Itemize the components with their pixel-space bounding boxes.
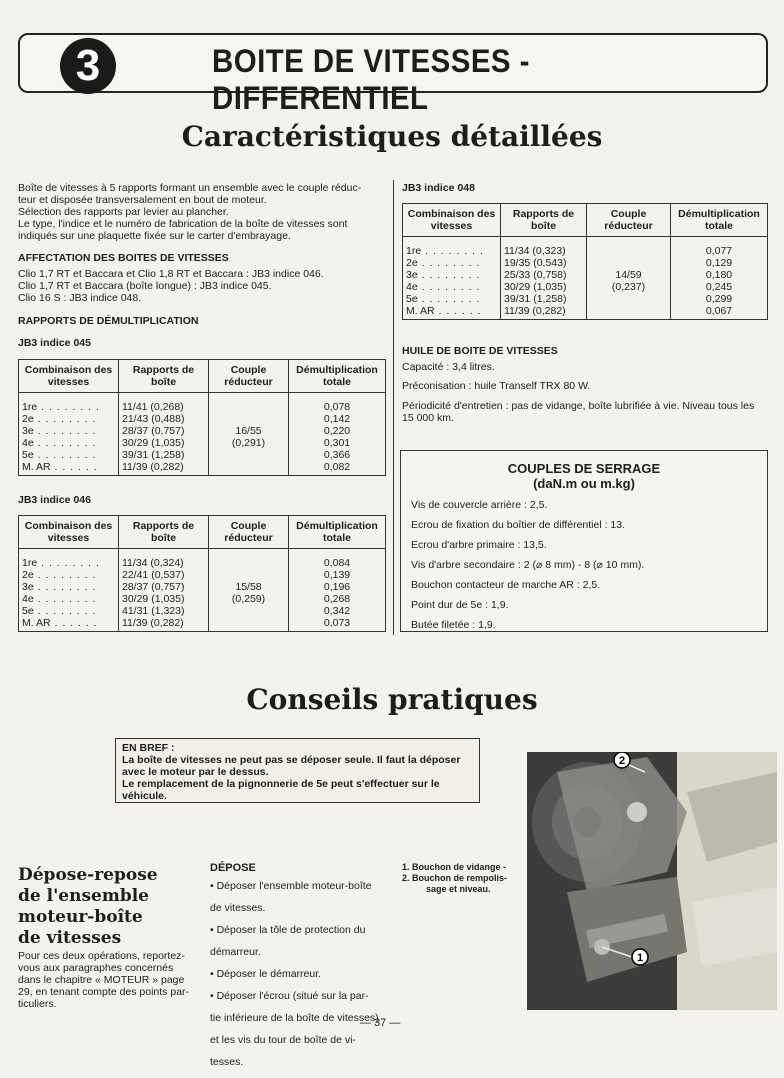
depose-repose-title-line: de l'ensemble xyxy=(18,886,149,906)
rapport-value: 30/29 (1,035) xyxy=(122,593,185,605)
demult-value: 0,082 xyxy=(323,461,351,473)
demult-value: 0,067 xyxy=(705,305,733,317)
section-title-caracteristiques: Caractéristiques détaillées xyxy=(181,120,603,153)
col-couple: Couple réducteur xyxy=(587,204,671,237)
rapport-value: 30/29 (1,035) xyxy=(122,437,185,449)
demult-value: 0,073 xyxy=(323,617,351,629)
depose-step-line: • Déposer l'écrou (situé sur la par- xyxy=(210,990,369,1002)
col-demult: Démultiplication totale xyxy=(289,360,386,393)
couple-cell xyxy=(209,393,289,476)
rapport-value: 28/37 (0,757) xyxy=(122,425,185,437)
depose-repose-line: dans le chapitre « MOTEUR » page xyxy=(18,974,185,986)
rapport-value: 39/31 (1,258) xyxy=(504,293,567,305)
caption-line: 2. Bouchon de rempolis- xyxy=(402,873,508,883)
affectation-line: Clio 1,7 RT et Baccara et Clio 1,8 RT et Baccara : JB3 indice 046. xyxy=(18,268,324,280)
gear-table-046 xyxy=(18,515,386,632)
huile-periodicite xyxy=(402,400,770,424)
couples-serrage-list xyxy=(401,491,767,631)
huile-preconisation: Préconisation : huile Tranself TRX 80 W. xyxy=(402,380,591,392)
gearbox-photo xyxy=(527,752,777,1010)
couples-serrage-box xyxy=(400,450,768,632)
gear-label: 2e xyxy=(22,569,34,581)
col-rapports: Rapports de boîte xyxy=(501,204,587,237)
gear-label: 3e xyxy=(22,581,34,593)
demult-value: 0,268 xyxy=(323,593,351,605)
depose-repose-line: vous aux paragraphes concernés xyxy=(18,962,174,974)
depose-step-line: tie inférieure de la boîte de vitesses) xyxy=(210,1012,379,1024)
depose-step-line: et les vis du tour de boîte de vi- xyxy=(210,1034,356,1046)
torque-item: Butée filetée : 1,9. xyxy=(411,619,496,631)
gears-cell: 1re . . . . . . . . 2e . . . . . . . . 3e . . . . . . . . 4e . . . . . . . . 5e . . . . . . . . M. AR . . . . . . xyxy=(19,393,119,476)
rapport-value: 39/31 (1,258) xyxy=(122,449,185,461)
depose-step xyxy=(210,924,392,958)
demult-cell xyxy=(289,393,386,476)
gears-cell: 1re . . . . . . . . 2e . . . . . . . . 3e . . . . . . . . 4e . . . . . . . . 5e . . . . . . . . M. AR . . . . . . xyxy=(19,549,119,632)
rapport-value: 11/39 (0,282) xyxy=(504,305,566,317)
gear-label: M. AR xyxy=(22,461,51,473)
gear-label: 5e xyxy=(22,605,34,617)
depose-repose-title-line: Dépose-repose xyxy=(18,865,158,885)
rapport-value: 19/35 (0,543) xyxy=(504,257,567,269)
gear-label: 1re xyxy=(22,401,38,413)
en-bref-line: La boîte de vitesses ne peut pas se déposer seule. Il faut la déposer xyxy=(122,754,461,766)
affectation-line: Clio 1,7 RT et Baccara (boîte longue) : JB3 indice 045. xyxy=(18,280,272,292)
col-combinaison: Combinaison des vitesses xyxy=(403,204,501,237)
gear-table-048 xyxy=(402,203,768,320)
caption-line: 1. Bouchon de vidange - xyxy=(402,862,507,872)
col-combinaison: Combinaison des vitesses xyxy=(19,516,119,549)
huile-periodicite-line: Périodicité d'entretien : pas de vidange, boîte lubrifiée à vie. Niveau tous les xyxy=(402,400,755,412)
table-048-title: JB3 indice 048 xyxy=(402,182,475,194)
en-bref-box xyxy=(115,738,480,803)
gear-label: 5e xyxy=(22,449,34,461)
couple-cell xyxy=(209,549,289,632)
intro-line: Boîte de vitesses à 5 rapports formant un ensemble avec le couple réduc- xyxy=(18,182,362,194)
demult-value: 0,129 xyxy=(705,257,733,269)
couple-value: (0,291) xyxy=(231,437,266,449)
torque-item: Point dur de 5e : 1,9. xyxy=(411,599,509,611)
torque-item: Bouchon contacteur de marche AR : 2,5. xyxy=(411,579,601,591)
gears-cell: 1re . . . . . . . . 2e . . . . . . . . 3e . . . . . . . . 4e . . . . . . . . 5e . . . . . . . . M. AR . . . . . . xyxy=(403,237,501,320)
torque-item: Ecrou de fixation du boîtier de différentiel : 13. xyxy=(411,519,626,531)
gear-label: M. AR xyxy=(22,617,51,629)
depose-step xyxy=(210,990,392,1068)
table-045-title: JB3 indice 045 xyxy=(18,337,91,349)
couple-cell xyxy=(587,237,671,320)
depose-repose-title-line: moteur-boîte xyxy=(18,907,143,927)
depose-step xyxy=(210,880,392,914)
gear-label: 1re xyxy=(406,245,422,257)
depose-heading: DÉPOSE xyxy=(210,862,256,874)
torque-item: Ecrou d'arbre primaire : 13,5. xyxy=(411,539,547,551)
column-divider xyxy=(393,180,394,635)
demult-value: 0,180 xyxy=(705,269,733,281)
gear-label: 4e xyxy=(22,437,34,449)
demult-value: 0,342 xyxy=(323,605,351,617)
demult-value: 0,366 xyxy=(323,449,351,461)
affectation-list xyxy=(18,268,388,304)
demult-value: 0,078 xyxy=(323,401,351,413)
rapport-value: 25/33 (0,758) xyxy=(504,269,567,281)
couple-value: (0,237) xyxy=(611,281,646,293)
gear-label: 4e xyxy=(22,593,34,605)
photo-marker-2: 2 xyxy=(618,755,626,767)
gearbox-photo-illustration xyxy=(527,752,777,1010)
rapports-cell xyxy=(501,237,587,320)
gear-label: 2e xyxy=(22,413,34,425)
depose-step-line: démarreur. xyxy=(210,946,261,958)
rapport-value: 11/41 (0,268) xyxy=(122,401,184,413)
intro-line: Le type, l'indice et le numéro de fabrication de la boîte de vitesses sont xyxy=(18,218,348,230)
gear-table-045 xyxy=(18,359,386,476)
affectation-heading: AFFECTATION DES BOITES DE VITESSES xyxy=(18,252,229,264)
couple-value: 15/58 xyxy=(235,581,262,593)
rapport-value: 22/41 (0,537) xyxy=(122,569,185,581)
col-rapports: Rapports de boîte xyxy=(119,516,209,549)
depose-step-line: tesses. xyxy=(210,1056,244,1068)
gear-label: 1re xyxy=(22,557,38,569)
depose-step-line: • Déposer l'ensemble moteur-boîte xyxy=(210,880,372,892)
demult-cell xyxy=(289,549,386,632)
couple-value: 14/59 xyxy=(615,269,642,281)
rapports-cell xyxy=(119,393,209,476)
section-title-conseils: Conseils pratiques xyxy=(246,683,538,716)
couple-value: 16/55 xyxy=(235,425,262,437)
depose-steps xyxy=(210,880,392,1078)
col-couple: Couple réducteur xyxy=(209,516,289,549)
depose-repose-line: 29, en tenant compte des points par- xyxy=(18,986,190,998)
demult-value: 0,220 xyxy=(323,425,351,437)
depose-step-line: • Déposer la tôle de protection du xyxy=(210,924,366,936)
table-046-title: JB3 indice 046 xyxy=(18,494,91,506)
demult-value: 0,196 xyxy=(323,581,351,593)
gear-label: 3e xyxy=(22,425,34,437)
caption-line: sage et niveau. xyxy=(426,884,491,894)
rapport-value: 11/39 (0,282) xyxy=(122,617,184,629)
gear-label: 4e xyxy=(406,281,418,293)
col-demult: Démultiplication totale xyxy=(671,204,768,237)
chapter-number-badge: 3 xyxy=(60,38,116,94)
col-rapports: Rapports de boîte xyxy=(119,360,209,393)
couples-serrage-subtitle: (daN.m ou m.kg) xyxy=(533,476,635,491)
demult-value: 0,301 xyxy=(323,437,351,449)
photo-marker-1: 1 xyxy=(636,952,644,964)
photo-caption xyxy=(402,862,507,895)
col-combinaison: Combinaison des vitesses xyxy=(19,360,119,393)
en-bref-line: Le remplacement de la pignonnerie de 5e peut s'effectuer sur le xyxy=(122,778,440,790)
gear-label: 5e xyxy=(406,293,418,305)
demult-value: 0,084 xyxy=(323,557,351,569)
depose-step-line: de vitesses. xyxy=(210,902,266,914)
demult-value: 0,299 xyxy=(705,293,733,305)
torque-item: Vis de couvercle arrière : 2,5. xyxy=(411,499,548,511)
couple-value: (0,259) xyxy=(231,593,266,605)
gear-label: 3e xyxy=(406,269,418,281)
demult-value: 0,139 xyxy=(323,569,351,581)
demult-cell xyxy=(671,237,768,320)
en-bref-line: véhicule. xyxy=(122,790,167,802)
depose-repose-text xyxy=(18,950,198,1010)
depose-step xyxy=(210,968,392,980)
gear-label: 2e xyxy=(406,257,418,269)
depose-step-line: • Déposer le démarreur. xyxy=(210,968,322,980)
intro-line: teur et disposée transversalement en bout de moteur. xyxy=(18,194,267,206)
couples-serrage-title: COUPLES DE SERRAGE xyxy=(507,461,661,476)
huile-capacite: Capacité : 3,4 litres. xyxy=(402,361,495,373)
huile-periodicite-line: 15 000 km. xyxy=(402,412,454,424)
gear-label: M. AR xyxy=(406,305,435,317)
depose-repose-title xyxy=(18,865,158,949)
demult-value: 0,245 xyxy=(705,281,733,293)
rapport-value: 11/34 (0,324) xyxy=(122,557,184,569)
rapport-value: 30/29 (1,035) xyxy=(504,281,567,293)
en-bref-label: EN BREF : xyxy=(122,742,175,754)
en-bref-line: avec le moteur par le dessus. xyxy=(122,766,269,778)
rapports-heading: RAPPORTS DE DÉMULTIPLICATION xyxy=(18,315,199,327)
page-number: — 37 — xyxy=(360,1017,401,1029)
rapport-value: 28/37 (0,757) xyxy=(122,581,185,593)
rapport-value: 21/43 (0,488) xyxy=(122,413,185,425)
depose-repose-line: Pour ces deux opérations, reportez- xyxy=(18,950,185,962)
affectation-line: Clio 16 S : JB3 indice 048. xyxy=(18,292,142,304)
demult-value: 0,077 xyxy=(705,245,733,257)
demult-value: 0,142 xyxy=(323,413,351,425)
col-demult: Démultiplication totale xyxy=(289,516,386,549)
rapport-value: 41/31 (1,323) xyxy=(122,605,185,617)
rapports-cell xyxy=(119,549,209,632)
rapport-value: 11/39 (0,282) xyxy=(122,461,184,473)
rapport-value: 11/34 (0,323) xyxy=(504,245,566,257)
intro-line: Sélection des rapports par levier au plancher. xyxy=(18,206,229,218)
depose-repose-line: ticuliers. xyxy=(18,998,57,1010)
depose-repose-title-line: de vitesses xyxy=(18,928,122,948)
chapter-title: BOITE DE VITESSES - DIFFERENTIEL xyxy=(212,43,530,116)
huile-heading: HUILE DE BOITE DE VITESSES xyxy=(402,345,558,357)
col-couple: Couple réducteur xyxy=(209,360,289,393)
intro-line: indiqués sur une plaquette fixée sur le carter d'embrayage. xyxy=(18,230,291,242)
intro-paragraph xyxy=(18,182,388,242)
torque-item: Vis d'arbre secondaire : 2 (⌀ 8 mm) - 8 (⌀ 10 mm). xyxy=(411,559,645,571)
